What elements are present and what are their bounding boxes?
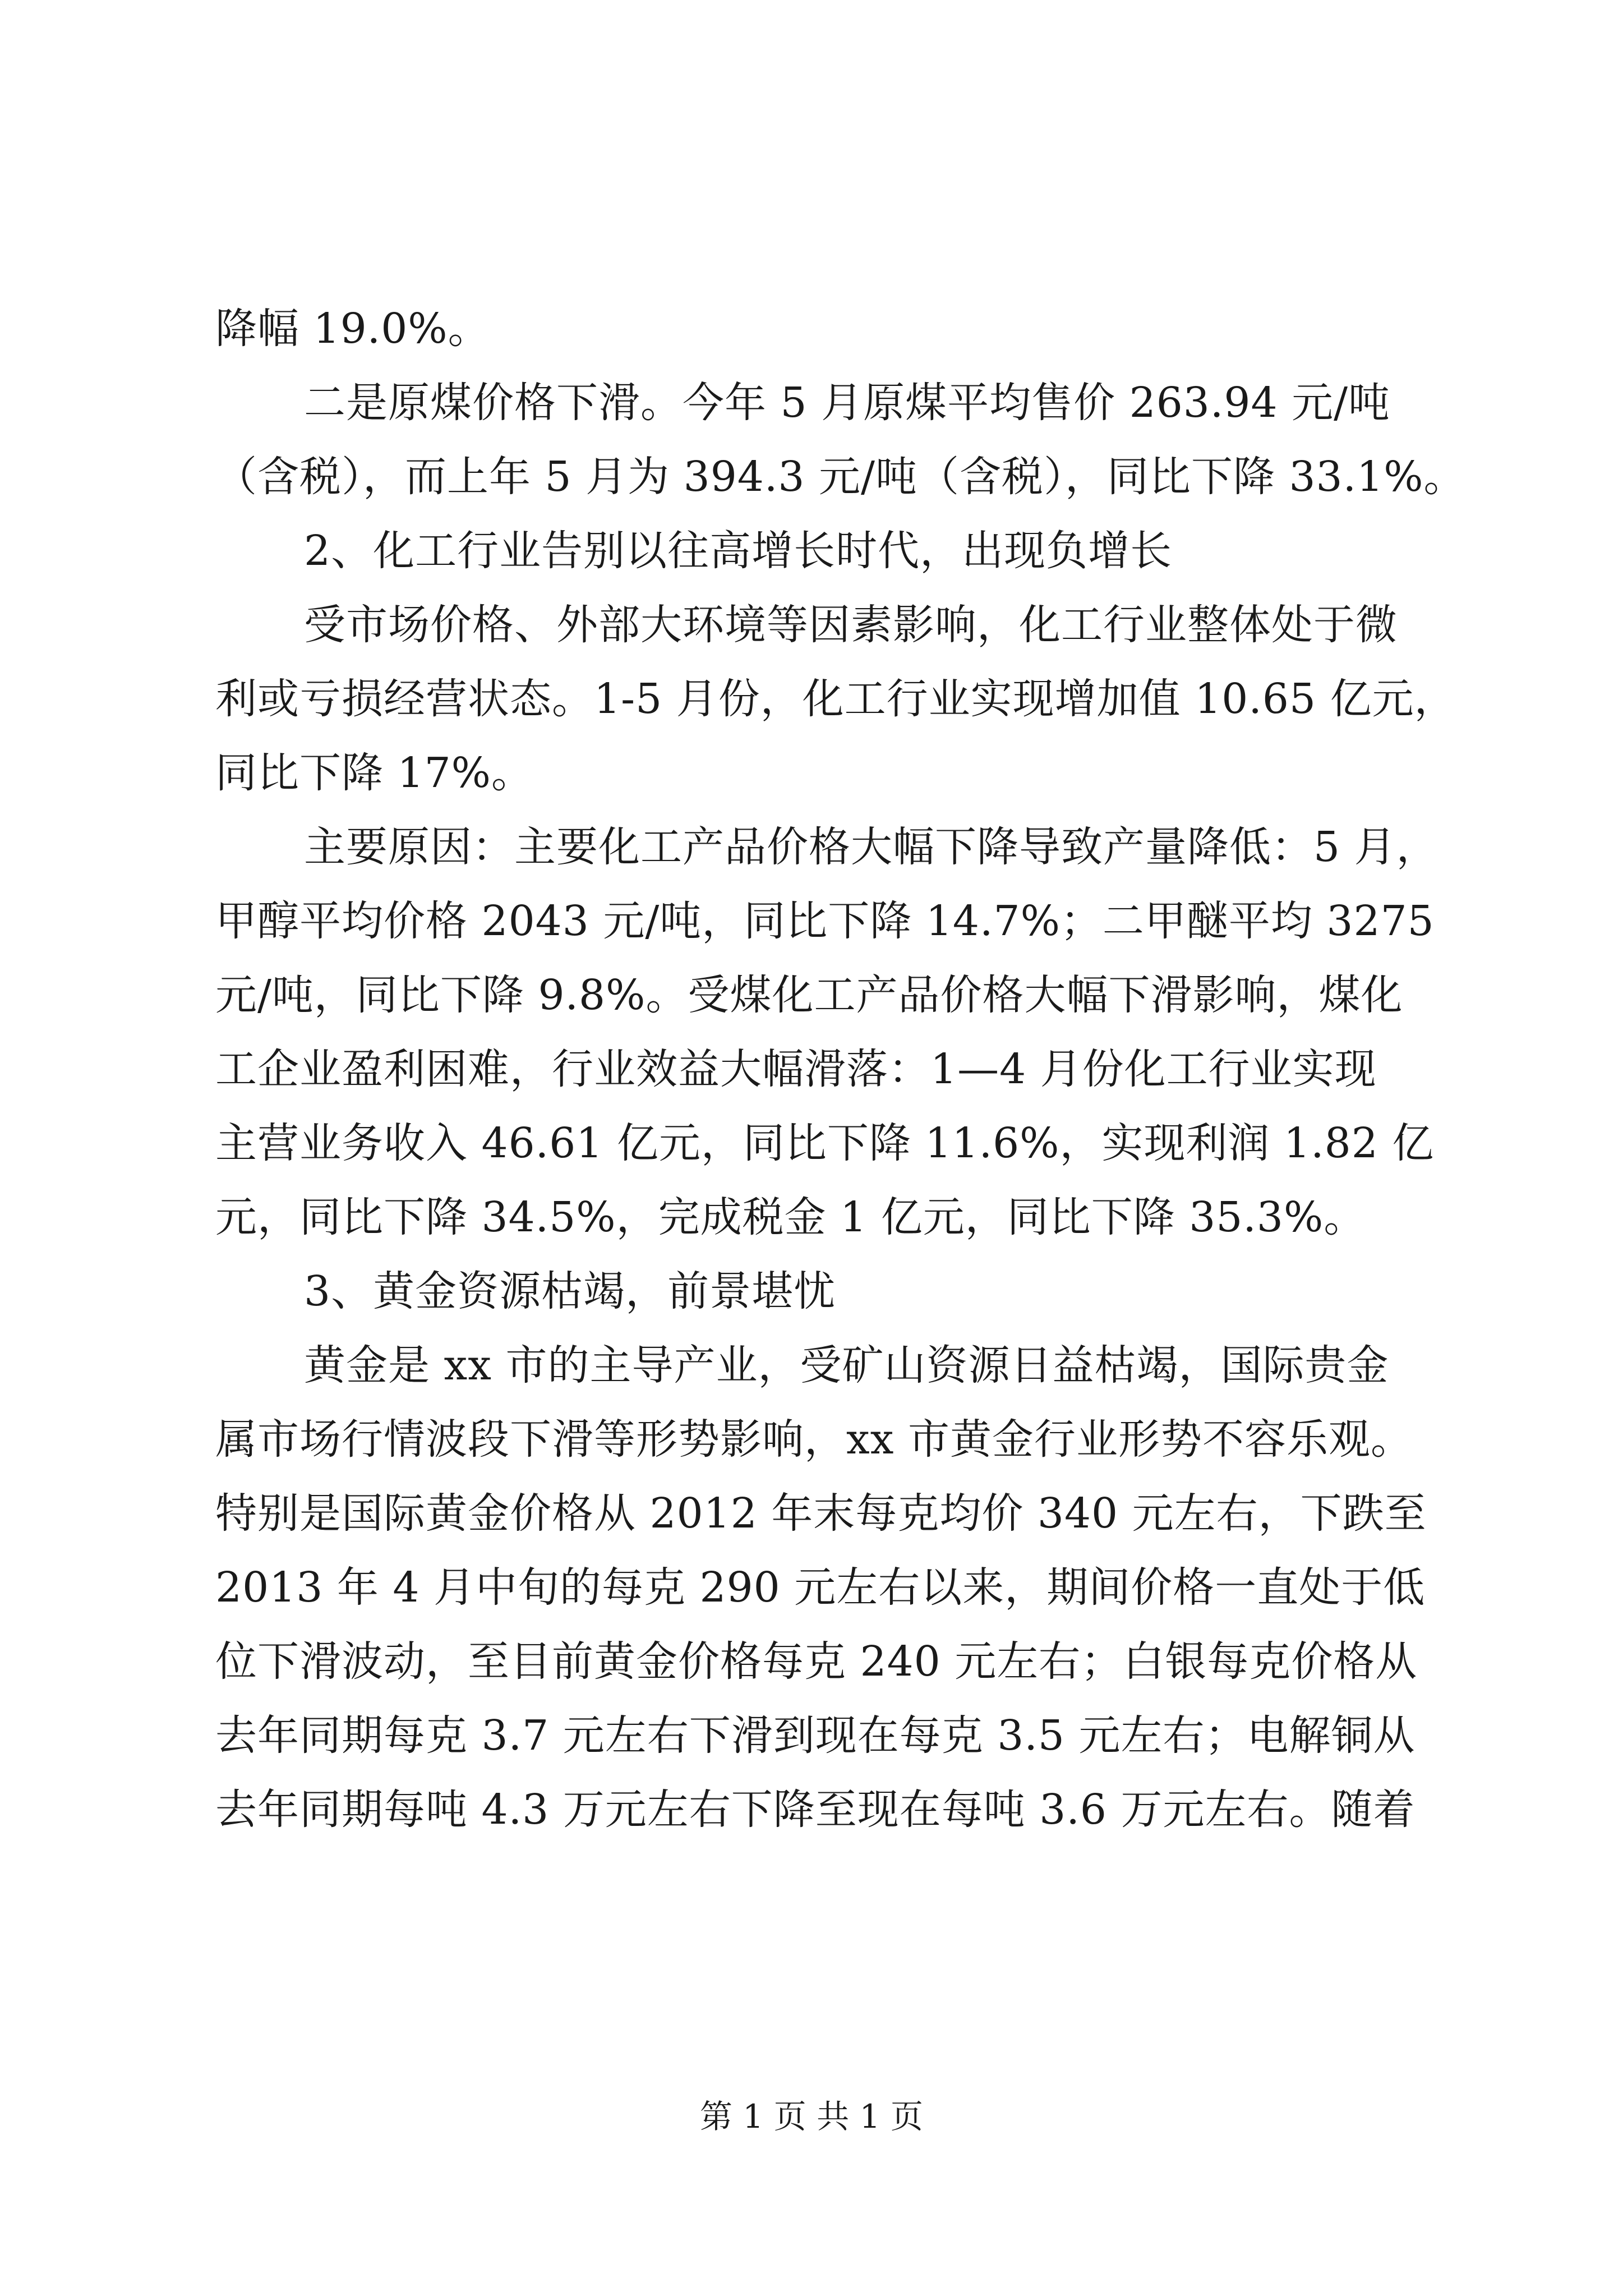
text-line: 去年同期每吨 4.3 万元左右下降至现在每吨 3.6 万元左右。随着	[215, 1786, 1415, 1834]
page-footer: 第 1 页 共 1 页	[700, 2097, 923, 2136]
text-line: 降幅 19.0%。	[215, 305, 490, 353]
text-line: 二是原煤价格下滑。今年 5 月原煤平均售价 263.94 元/吨	[304, 379, 1391, 427]
text-line: 受市场价格、外部大环境等因素影响，化工行业整体处于微	[304, 601, 1398, 649]
text-line: 黄金是 xx 市的主导产业，受矿山资源日益枯竭，国际贵金	[304, 1341, 1389, 1389]
text-line: （含税），而上年 5 月为 394.3 元/吨（含税），同比下降 33.1%。	[215, 453, 1466, 501]
text-line: 元，同比下降 34.5%，完成税金 1 亿元，同比下降 35.3%。	[215, 1193, 1366, 1241]
text-line: 同比下降 17%。	[215, 749, 533, 797]
text-line: 2013 年 4 月中旬的每克 290 元左右以来，期间价格一直处于低	[215, 1563, 1426, 1612]
text-line: 3、黄金资源枯竭，前景堪忧	[304, 1267, 836, 1315]
text-line: 特别是国际黄金价格从 2012 年末每克均价 340 元左右，下跌至	[215, 1489, 1427, 1538]
text-line: 主要原因：主要化工产品价格大幅下降导致产量降低：5 月，	[304, 823, 1438, 871]
text-line: 元/吨，同比下降 9.8%。受煤化工产品价格大幅下滑影响，煤化	[215, 971, 1403, 1019]
text-line: 利或亏损经营状态。1-5 月份，化工行业实现增加值 10.65 亿元，	[215, 675, 1456, 723]
text-line: 2、化工行业告别以往高增长时代，出现负增长	[304, 527, 1173, 575]
document-body	[215, 292, 1466, 1847]
text-line: 主营业务收入 46.61 亿元，同比下降 11.6%，实现利润 1.82 亿	[215, 1119, 1435, 1167]
text-line: 位下滑波动，至目前黄金价格每克 240 元左右；白银每克价格从	[215, 1637, 1418, 1686]
text-line: 工企业盈利困难，行业效益大幅滑落：1—4 月份化工行业实现	[215, 1045, 1377, 1093]
text-line: 去年同期每克 3.7 元左右下滑到现在每克 3.5 元左右；电解铜从	[215, 1711, 1415, 1760]
text-line: 甲醇平均价格 2043 元/吨，同比下降 14.7%；二甲醚平均 3275	[215, 897, 1435, 945]
text-line: 属市场行情波段下滑等形势影响，xx 市黄金行业形势不容乐观。	[215, 1415, 1413, 1464]
